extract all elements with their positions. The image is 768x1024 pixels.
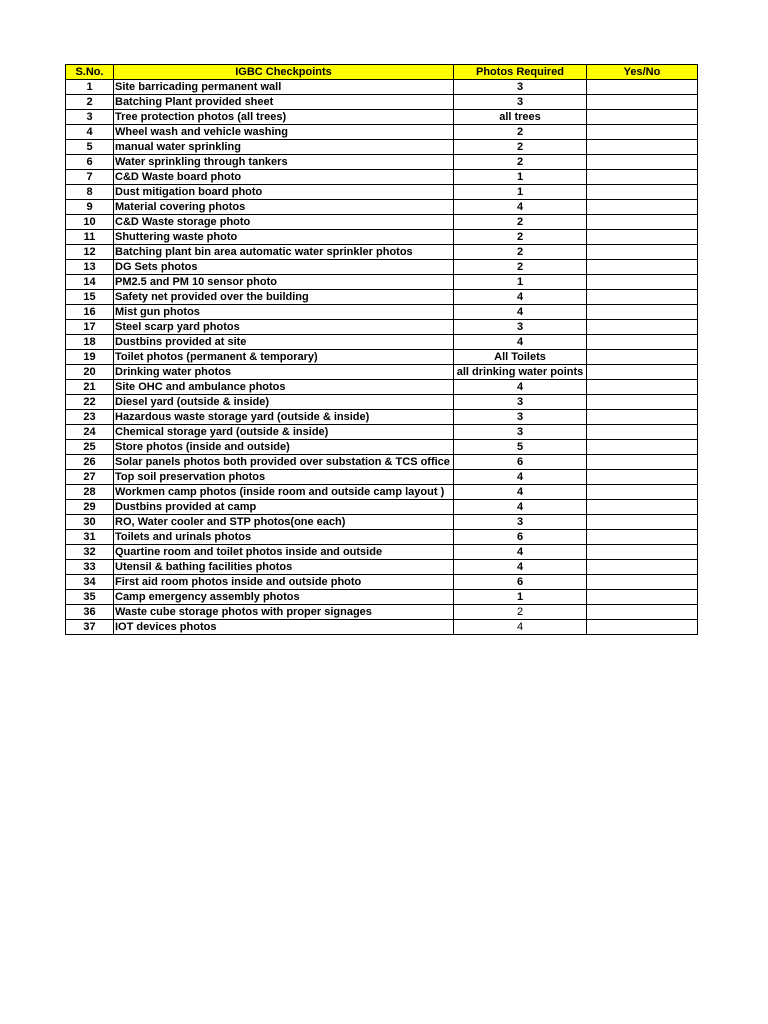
header-checkpoints: IGBC Checkpoints <box>114 65 454 80</box>
cell-yes-no[interactable] <box>587 485 698 500</box>
table-row <box>66 485 698 500</box>
cell-checkpoint: Chemical storage yard (outside & inside) <box>114 425 454 440</box>
cell-yes-no[interactable] <box>587 440 698 455</box>
table-row <box>66 170 698 185</box>
cell-yes-no[interactable] <box>587 590 698 605</box>
cell-photos-required: 4 <box>454 485 587 500</box>
table-row <box>66 560 698 575</box>
cell-yes-no[interactable] <box>587 95 698 110</box>
cell-yes-no[interactable] <box>587 155 698 170</box>
cell-photos-required: 2 <box>454 605 587 620</box>
cell-sno: 10 <box>66 215 114 230</box>
cell-sno: 19 <box>66 350 114 365</box>
cell-sno: 5 <box>66 140 114 155</box>
cell-yes-no[interactable] <box>587 380 698 395</box>
cell-checkpoint: Material covering photos <box>114 200 454 215</box>
table-row <box>66 215 698 230</box>
cell-photos-required: 2 <box>454 155 587 170</box>
cell-sno: 12 <box>66 245 114 260</box>
cell-sno: 36 <box>66 605 114 620</box>
cell-yes-no[interactable] <box>587 515 698 530</box>
cell-yes-no[interactable] <box>587 185 698 200</box>
cell-yes-no[interactable] <box>587 110 698 125</box>
cell-photos-required: 4 <box>454 545 587 560</box>
cell-yes-no[interactable] <box>587 545 698 560</box>
cell-checkpoint: Steel scarp yard photos <box>114 320 454 335</box>
cell-photos-required: all drinking water points <box>454 365 587 380</box>
cell-sno: 7 <box>66 170 114 185</box>
cell-checkpoint: Site OHC and ambulance photos <box>114 380 454 395</box>
table-row <box>66 500 698 515</box>
cell-checkpoint: Dust mitigation board photo <box>114 185 454 200</box>
cell-sno: 4 <box>66 125 114 140</box>
table-row <box>66 470 698 485</box>
cell-sno: 27 <box>66 470 114 485</box>
cell-yes-no[interactable] <box>587 395 698 410</box>
cell-photos-required: 4 <box>454 335 587 350</box>
cell-photos-required: 4 <box>454 560 587 575</box>
cell-sno: 15 <box>66 290 114 305</box>
cell-checkpoint: Hazardous waste storage yard (outside & inside) <box>114 410 454 425</box>
cell-photos-required: 2 <box>454 260 587 275</box>
cell-photos-required: 4 <box>454 305 587 320</box>
table-row <box>66 260 698 275</box>
cell-checkpoint: manual water sprinkling <box>114 140 454 155</box>
cell-yes-no[interactable] <box>587 530 698 545</box>
cell-yes-no[interactable] <box>587 80 698 95</box>
cell-yes-no[interactable] <box>587 620 698 635</box>
cell-sno: 28 <box>66 485 114 500</box>
cell-photos-required: 3 <box>454 425 587 440</box>
cell-sno: 13 <box>66 260 114 275</box>
cell-sno: 18 <box>66 335 114 350</box>
cell-sno: 23 <box>66 410 114 425</box>
table-row <box>66 110 698 125</box>
cell-sno: 9 <box>66 200 114 215</box>
table-row <box>66 575 698 590</box>
cell-yes-no[interactable] <box>587 305 698 320</box>
cell-yes-no[interactable] <box>587 605 698 620</box>
cell-sno: 22 <box>66 395 114 410</box>
cell-photos-required: 4 <box>454 470 587 485</box>
cell-checkpoint: Mist gun photos <box>114 305 454 320</box>
cell-checkpoint: Batching plant bin area automatic water sprinkler photos <box>114 245 454 260</box>
table-row <box>66 200 698 215</box>
table-row <box>66 305 698 320</box>
cell-yes-no[interactable] <box>587 140 698 155</box>
table-row <box>66 350 698 365</box>
table-row <box>66 155 698 170</box>
table-row <box>66 230 698 245</box>
cell-checkpoint: PM2.5 and PM 10 sensor photo <box>114 275 454 290</box>
cell-sno: 35 <box>66 590 114 605</box>
cell-photos-required: 1 <box>454 590 587 605</box>
cell-photos-required: 3 <box>454 395 587 410</box>
cell-checkpoint: Quartine room and toilet photos inside and outside <box>114 545 454 560</box>
table-row <box>66 365 698 380</box>
cell-sno: 34 <box>66 575 114 590</box>
cell-checkpoint: DG Sets photos <box>114 260 454 275</box>
cell-checkpoint: Safety net provided over the building <box>114 290 454 305</box>
table-row <box>66 380 698 395</box>
cell-yes-no[interactable] <box>587 350 698 365</box>
cell-checkpoint: IOT devices photos <box>114 620 454 635</box>
table-row <box>66 455 698 470</box>
cell-sno: 14 <box>66 275 114 290</box>
cell-checkpoint: Dustbins provided at camp <box>114 500 454 515</box>
header-sno: S.No. <box>66 65 114 80</box>
table-row <box>66 545 698 560</box>
cell-photos-required: 4 <box>454 200 587 215</box>
cell-sno: 2 <box>66 95 114 110</box>
cell-sno: 30 <box>66 515 114 530</box>
cell-photos-required: 4 <box>454 380 587 395</box>
cell-sno: 31 <box>66 530 114 545</box>
header-photos-required: Photos Required <box>454 65 587 80</box>
cell-photos-required: 4 <box>454 620 587 635</box>
cell-photos-required: all trees <box>454 110 587 125</box>
table-row <box>66 410 698 425</box>
cell-checkpoint: Toilets and urinals photos <box>114 530 454 545</box>
cell-yes-no[interactable] <box>587 290 698 305</box>
cell-yes-no[interactable] <box>587 575 698 590</box>
table-row <box>66 245 698 260</box>
table-row <box>66 275 698 290</box>
cell-photos-required: All Toilets <box>454 350 587 365</box>
cell-sno: 37 <box>66 620 114 635</box>
cell-photos-required: 6 <box>454 455 587 470</box>
cell-checkpoint: Shuttering waste photo <box>114 230 454 245</box>
cell-yes-no[interactable] <box>587 260 698 275</box>
cell-sno: 6 <box>66 155 114 170</box>
cell-sno: 26 <box>66 455 114 470</box>
cell-checkpoint: RO, Water cooler and STP photos(one each) <box>114 515 454 530</box>
cell-yes-no[interactable] <box>587 275 698 290</box>
table-row <box>66 530 698 545</box>
cell-checkpoint: First aid room photos inside and outside photo <box>114 575 454 590</box>
table-row <box>66 620 698 635</box>
table-row <box>66 440 698 455</box>
cell-checkpoint: C&D Waste board photo <box>114 170 454 185</box>
cell-yes-no[interactable] <box>587 125 698 140</box>
table-row <box>66 515 698 530</box>
table-row <box>66 605 698 620</box>
cell-yes-no[interactable] <box>587 410 698 425</box>
cell-checkpoint: C&D Waste storage photo <box>114 215 454 230</box>
cell-photos-required: 3 <box>454 95 587 110</box>
cell-photos-required: 1 <box>454 170 587 185</box>
cell-checkpoint: Waste cube storage photos with proper signages <box>114 605 454 620</box>
cell-yes-no[interactable] <box>587 230 698 245</box>
cell-checkpoint: Diesel yard (outside & inside) <box>114 395 454 410</box>
cell-checkpoint: Top soil preservation photos <box>114 470 454 485</box>
cell-photos-required: 1 <box>454 185 587 200</box>
cell-sno: 1 <box>66 80 114 95</box>
cell-yes-no[interactable] <box>587 365 698 380</box>
cell-photos-required: 5 <box>454 440 587 455</box>
cell-yes-no[interactable] <box>587 560 698 575</box>
cell-photos-required: 2 <box>454 125 587 140</box>
table-row <box>66 425 698 440</box>
cell-sno: 29 <box>66 500 114 515</box>
cell-yes-no[interactable] <box>587 215 698 230</box>
cell-photos-required: 6 <box>454 575 587 590</box>
cell-sno: 32 <box>66 545 114 560</box>
cell-photos-required: 4 <box>454 290 587 305</box>
cell-yes-no[interactable] <box>587 455 698 470</box>
table-row <box>66 95 698 110</box>
cell-checkpoint: Site barricading permanent wall <box>114 80 454 95</box>
igbc-checkpoints-table <box>65 64 698 635</box>
table-row <box>66 140 698 155</box>
table-body <box>66 80 698 635</box>
cell-yes-no[interactable] <box>587 200 698 215</box>
cell-yes-no[interactable] <box>587 245 698 260</box>
cell-sno: 20 <box>66 365 114 380</box>
table-row <box>66 80 698 95</box>
cell-yes-no[interactable] <box>587 425 698 440</box>
cell-checkpoint: Solar panels photos both provided over substation & TCS office <box>114 455 454 470</box>
cell-checkpoint: Drinking water photos <box>114 365 454 380</box>
cell-sno: 3 <box>66 110 114 125</box>
cell-yes-no[interactable] <box>587 500 698 515</box>
cell-sno: 21 <box>66 380 114 395</box>
header-row <box>66 65 698 80</box>
table-row <box>66 395 698 410</box>
cell-yes-no[interactable] <box>587 335 698 350</box>
cell-sno: 16 <box>66 305 114 320</box>
cell-photos-required: 6 <box>454 530 587 545</box>
cell-checkpoint: Camp emergency assembly photos <box>114 590 454 605</box>
table-row <box>66 335 698 350</box>
cell-photos-required: 3 <box>454 320 587 335</box>
table-row <box>66 290 698 305</box>
cell-checkpoint: Toilet photos (permanent & temporary) <box>114 350 454 365</box>
cell-photos-required: 4 <box>454 500 587 515</box>
table-row <box>66 590 698 605</box>
header-yes-no: Yes/No <box>587 65 698 80</box>
cell-yes-no[interactable] <box>587 320 698 335</box>
cell-checkpoint: Wheel wash and vehicle washing <box>114 125 454 140</box>
cell-checkpoint: Store photos (inside and outside) <box>114 440 454 455</box>
cell-checkpoint: Tree protection photos (all trees) <box>114 110 454 125</box>
cell-photos-required: 2 <box>454 245 587 260</box>
table-row <box>66 125 698 140</box>
cell-photos-required: 3 <box>454 515 587 530</box>
cell-checkpoint: Workmen camp photos (inside room and outside camp layout ) <box>114 485 454 500</box>
cell-photos-required: 3 <box>454 80 587 95</box>
table-row <box>66 320 698 335</box>
cell-checkpoint: Dustbins provided at site <box>114 335 454 350</box>
cell-sno: 33 <box>66 560 114 575</box>
cell-yes-no[interactable] <box>587 170 698 185</box>
cell-sno: 24 <box>66 425 114 440</box>
cell-sno: 11 <box>66 230 114 245</box>
cell-sno: 8 <box>66 185 114 200</box>
cell-photos-required: 2 <box>454 215 587 230</box>
cell-photos-required: 1 <box>454 275 587 290</box>
cell-checkpoint: Batching Plant provided sheet <box>114 95 454 110</box>
cell-checkpoint: Utensil & bathing facilities photos <box>114 560 454 575</box>
cell-photos-required: 2 <box>454 140 587 155</box>
cell-sno: 17 <box>66 320 114 335</box>
cell-sno: 25 <box>66 440 114 455</box>
cell-photos-required: 2 <box>454 230 587 245</box>
cell-yes-no[interactable] <box>587 470 698 485</box>
cell-checkpoint: Water sprinkling through tankers <box>114 155 454 170</box>
cell-photos-required: 3 <box>454 410 587 425</box>
table-row <box>66 185 698 200</box>
